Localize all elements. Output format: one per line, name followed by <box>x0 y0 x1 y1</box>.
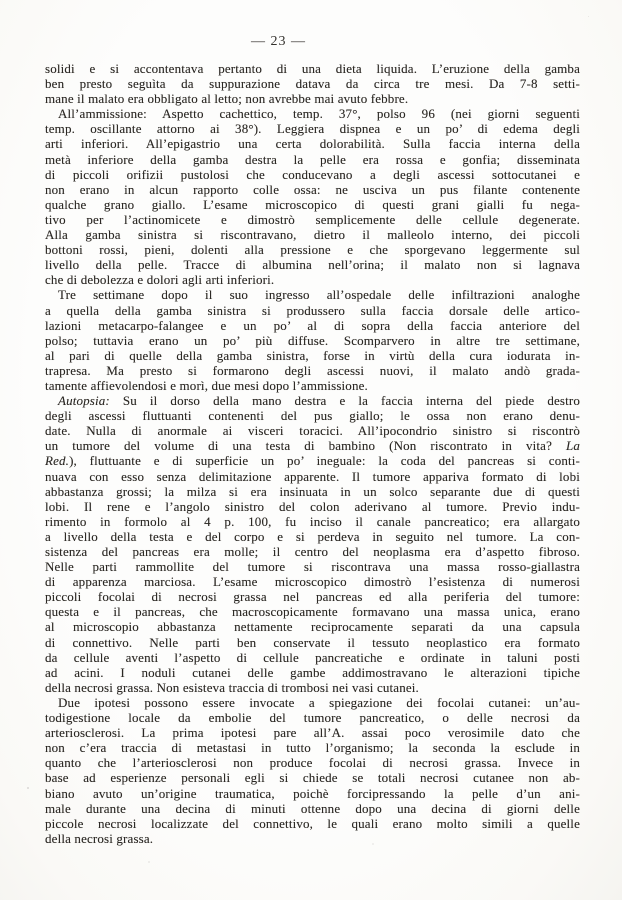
scan-speck <box>372 843 374 845</box>
text-line <box>45 348 580 363</box>
body-text: al microscopio abbastanza nettamente reciprocamente separati da una capsula <box>45 619 580 635</box>
paragraph <box>45 287 580 393</box>
text-line <box>45 272 580 287</box>
text-line <box>45 710 580 725</box>
body-text: temp. oscillante attorno ai 38°). Leggiera dispnea e un po’ di edema degli <box>45 121 580 137</box>
italic-text: La <box>565 438 580 454</box>
body-text: mane il malato era obbligato al letto; non avrebbe mai avuto febbre. <box>45 91 409 107</box>
body-text: qualche grano giallo. L’esame microscopico di questi grani gialli fu nega- <box>45 196 580 212</box>
text-line <box>45 770 580 785</box>
scan-speck <box>148 861 150 863</box>
body-text: quanto che l’arteriosclerosi non produce focolai di necrosi grassa. Invece in <box>45 755 580 771</box>
scan-speck <box>588 16 589 17</box>
body-text: ad acini. I noduli cutanei delle gambe addimostravano le alterazioni tipiche <box>45 664 580 680</box>
text-line <box>45 182 580 197</box>
body-text: questa e il pancreas, che macroscopicamente formavano una massa unica, erano <box>45 604 580 620</box>
body-text: Due ipotesi possono essere invocate a spiegazione dei focolai cutanei: un’au- <box>58 694 580 710</box>
text-line <box>45 136 580 151</box>
body-text: lobi. Il rene e l’angolo sinistro del colon aderivano al tumore. Previo indu- <box>45 498 580 514</box>
paragraph <box>45 61 580 106</box>
text-line <box>45 695 580 710</box>
body-text: a quella della gamba sinistra si produssero sulla faccia dorsale delle artico- <box>45 302 580 318</box>
body-text: nuava con esso senza delimitazione apparente. Il tumore appariva formato di lobi <box>45 468 580 484</box>
text-line <box>45 816 580 831</box>
body-text: piccoli focolai di necrosi grassa nel pancreas ed alla periferia del tumore: <box>45 589 580 605</box>
body-text: todigestione locale da embolie del tumore pancreatico, o delle necrosi da <box>45 710 580 726</box>
text-line <box>45 755 580 770</box>
text-line <box>45 212 580 227</box>
text-line <box>45 408 580 423</box>
body-text: Su il dorso della mano destra e la faccia interna del piede destro <box>109 393 580 409</box>
text-line <box>45 453 580 468</box>
text-line <box>45 61 580 76</box>
body-text: della necrosi grassa. Non esisteva traccia di trombosi nei vasi cutanei. <box>45 679 419 695</box>
text-line <box>45 152 580 167</box>
text-line <box>45 484 580 499</box>
body-text: non erano in alcun rapporto colle ossa: ne usciva un pus filante contenente <box>45 181 580 197</box>
body-text: non c’era traccia di metastasi in tutto l’organismo; la seconda la esclude in <box>45 740 580 756</box>
text-line <box>45 499 580 514</box>
text-line <box>45 514 580 529</box>
text-line <box>45 333 580 348</box>
body-text: date. Nulla di anormale ai visceri toracici. All’ipocondrio sinistro si riscontrò <box>45 423 580 439</box>
body-text: che di debolezza e dolori agli arti inferiori. <box>45 272 275 288</box>
text-line <box>45 76 580 91</box>
body-text: tamente affievolendosi e morì, due mesi dopo l’ammissione. <box>45 377 368 393</box>
body-text: un tumore del volume di una testa di bambino (Non riscontrato in vita? <box>45 438 566 454</box>
body-text: a livello della testa e del corpo e si perdeva in seguito nel tumore. La con- <box>45 528 580 544</box>
text-line <box>45 318 580 333</box>
body-text: ), fluttuante e di superficie un po’ ineguale: la coda del pancreas si conti- <box>69 453 580 469</box>
body-text: di apparenza marciosa. L’esame microscopico dimostrò l’esistenza di numerosi <box>45 574 580 590</box>
body-text: piccole necrosi localizzate del connettivo, le quali erano molto simili a quelle <box>45 815 580 831</box>
body-text: All’ammissione: Aspetto cachettico, temp. 37°, polso 96 (nei giorni seguenti <box>58 106 580 122</box>
body-text: di connettivo. Nelle parti ben conservate il tessuto neoplastico era formato <box>45 634 580 650</box>
text-line <box>45 589 580 604</box>
text-line <box>45 574 580 589</box>
body-text: degli ascessi fluttuanti contenenti del pus giallo; le ossa non erano denu- <box>45 408 580 424</box>
text-line <box>45 604 580 619</box>
body-text: metà inferiore della gamba destra la pelle era rossa e gonfia; disseminata <box>45 151 580 167</box>
text-line <box>45 619 580 634</box>
text-line <box>45 423 580 438</box>
body-text: di piccoli orifizii pustolosi che conducevano a degli ascessi sottocutanei e <box>45 166 580 182</box>
text-line <box>45 197 580 212</box>
text-line <box>45 635 580 650</box>
text-line <box>45 106 580 121</box>
body-text: ben presto seguìta da suppurazione datava da circa tre mesi. Da 7-8 setti- <box>45 76 580 92</box>
text-line <box>45 469 580 484</box>
body-text: rimento in formolo al 4 p. 100, fu inciso il canale pancreatico; era allargato <box>45 513 580 529</box>
body-text: Nelle parti rammollite del tumore si riscontrava una massa rosso-giallastra <box>45 559 580 575</box>
text-line <box>45 801 580 816</box>
body-text: arteriosclerosi. La prima ipotesi pare all’A. assai poco verosimile dato che <box>45 725 580 741</box>
text-line <box>45 121 580 136</box>
body-text: da cellule aventi l’aspetto di cellule pancreatiche e ordinate in taluni posti <box>45 649 580 665</box>
text-line <box>45 227 580 242</box>
text-line <box>45 529 580 544</box>
text-line <box>45 665 580 680</box>
text-line <box>45 725 580 740</box>
text-line <box>45 257 580 272</box>
body-text: polso; tuttavia erano un po’ più diffuse. Scomparvero in altre tre settimane, <box>45 332 580 348</box>
body-text: Alla gamba sinistra si riscontravano, dietro il malleolo interno, dei piccoli <box>45 227 580 243</box>
body-text: sistenza del pancreas era molle; il centro del neoplasma era d’aspetto fibroso. <box>45 544 580 559</box>
text-line <box>45 831 580 846</box>
text-line <box>45 650 580 665</box>
body-text: tivo per l’actinomicete e dimostrò semplicemente delle cellule degenerate. <box>45 211 580 227</box>
body-text: abbastanza grossi; la milza si era insinuata in un solco separante due di questi <box>45 483 580 499</box>
page-number: — 23 — <box>251 34 306 49</box>
body-text: trapresa. Ma presto si formarono degli ascessi nuovi, il malato andò grada- <box>45 362 580 378</box>
body-text: della necrosi grassa. <box>45 830 154 846</box>
text-line <box>45 363 580 378</box>
text-line <box>45 680 580 695</box>
body-text: Tre settimane dopo il suo ingresso all’ospedale delle infiltrazioni analoghe <box>58 287 580 303</box>
text-line <box>45 740 580 755</box>
text-line <box>45 438 580 453</box>
text-line <box>45 167 580 182</box>
text-block <box>45 61 580 846</box>
text-line <box>45 786 580 801</box>
paragraph <box>45 393 580 695</box>
body-text: lazioni metacarpo-falangee e un po’ al di sopra della faccia anteriore del <box>45 317 580 333</box>
text-line <box>45 287 580 302</box>
text-line <box>45 242 580 257</box>
text-line <box>45 91 580 106</box>
body-text: biano avuto un’origine traumatica, poichè forcipressando la pelle d’un ani- <box>45 785 580 801</box>
body-text: al pari di quelle della gamba sinistra, forse in virtù della cura iodurata in- <box>45 347 580 363</box>
text-line <box>45 544 580 559</box>
paragraph <box>45 695 580 846</box>
body-text: bottoni rossi, pieni, dolenti alla pressione e che sporgevano leggermente sul <box>45 242 580 258</box>
body-text: male durante una decina di minuti ottenne dopo una decina di giorni delle <box>45 800 580 816</box>
italic-text: Red. <box>45 453 70 469</box>
body-text: arti inferiori. All’epigastrio una certa dolorabilità. Sulla faccia interna della <box>45 136 580 152</box>
body-text: solidi e si accontentava pertanto di una dieta liquida. L’eruzione della gamba <box>45 61 580 76</box>
italic-text: Autopsia: <box>58 393 110 409</box>
scan-speck <box>27 787 29 789</box>
text-line <box>45 559 580 574</box>
body-text: base ad esperienze personali egli si chiede se totali necrosi cutanee non ab- <box>45 770 580 786</box>
text-line <box>45 303 580 318</box>
body-text: livello della pelle. Tracce di albumina nell’orina; il malato non si lagnava <box>45 257 580 273</box>
paragraph <box>45 106 580 287</box>
text-line <box>45 393 580 408</box>
text-line <box>45 378 580 393</box>
